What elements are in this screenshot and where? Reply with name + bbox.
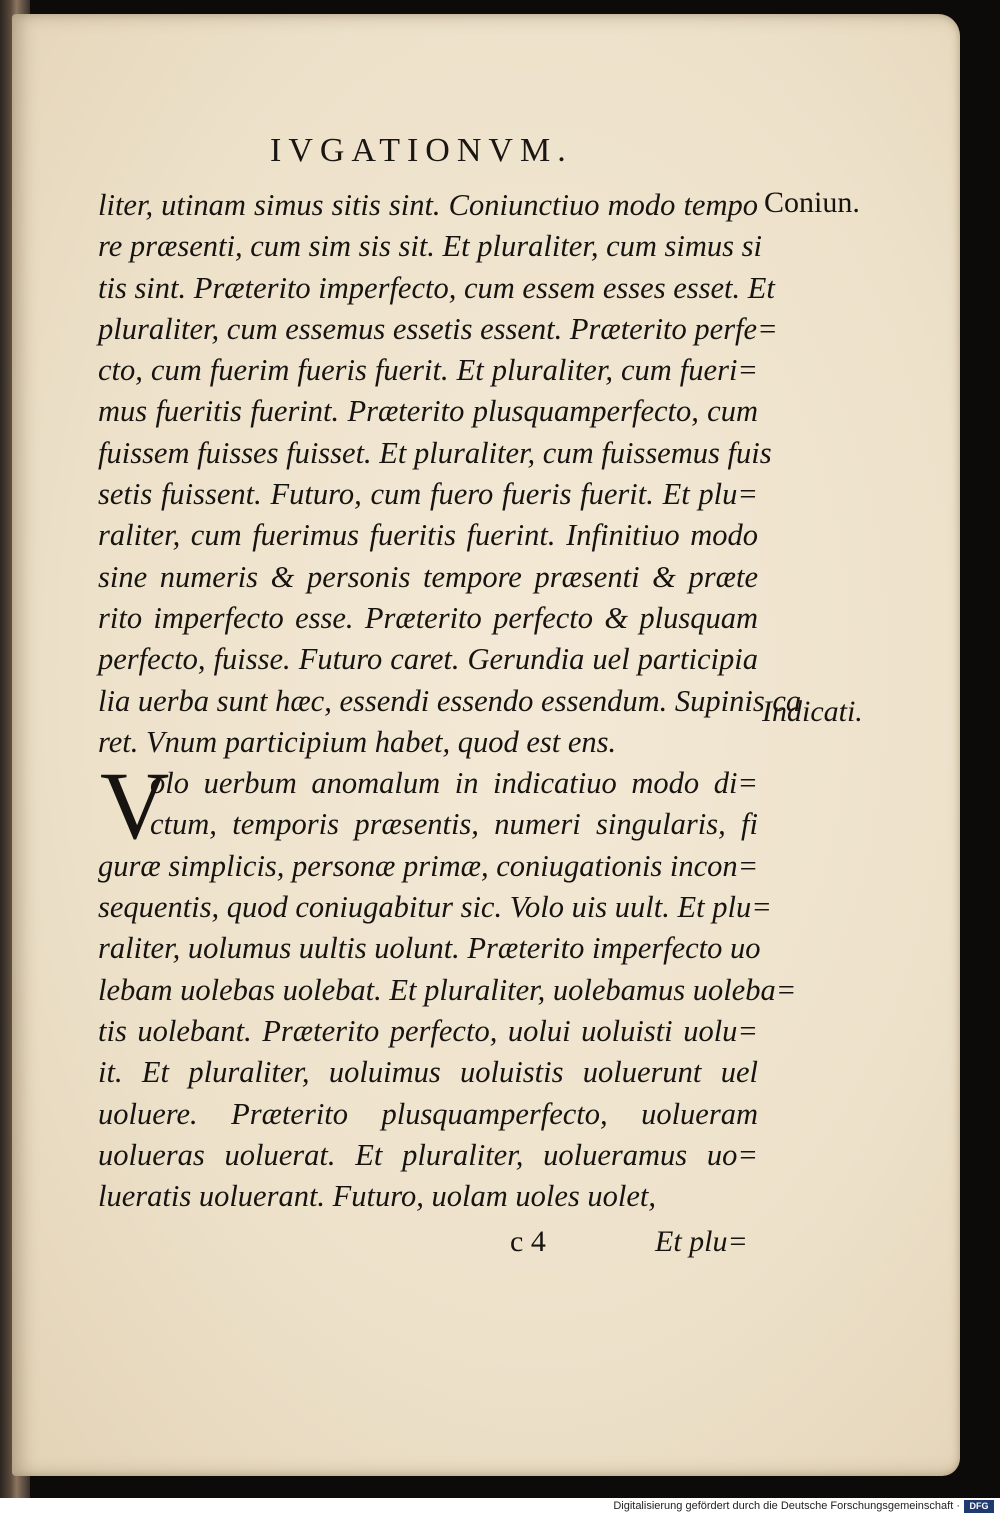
- footer-credit: Digitalisierung gefördert durch die Deutsche Forschungsgemeinschaft ·: [613, 1500, 960, 1512]
- text-line: raliter, cum fuerimus fueritis fuerint. Infinitiuo modo: [98, 518, 758, 553]
- text-line: pluraliter, cum essemus essetis essent. Præterito perfe=: [98, 311, 778, 346]
- text-line: uoluere. Præterito plusquamperfecto, uolueram: [98, 1096, 758, 1131]
- text-line: re præsenti, cum sim sis sit. Et pluraliter, cum simus si: [98, 229, 762, 264]
- text-line: fuissem fuisses fuisset. Et pluraliter, cum fuissemus fuis: [98, 435, 772, 470]
- text-line: ctum, temporis præsentis, numeri singularis, fi: [150, 807, 758, 842]
- text-line: tis uolebant. Præterito perfecto, uolui uoluisti uolu=: [98, 1013, 758, 1048]
- text-line: uolueras uoluerat. Et pluraliter, uolueramus uo=: [98, 1137, 758, 1172]
- running-header: IVGATIONVM.: [270, 132, 573, 169]
- text-line: it. Et pluraliter, uoluimus uoluistis uoluerunt uel: [98, 1055, 758, 1090]
- text-line: lueratis uoluerant. Futuro, uolam uoles uolet,: [98, 1179, 657, 1214]
- text-line: rito imperfecto esse. Præterito perfecto & plusquam: [98, 600, 758, 635]
- text-line: perfecto, fuisse. Futuro caret. Gerundia uel participia: [98, 642, 758, 677]
- text-line: olo uerbum anomalum in indicatiuo modo di=: [150, 766, 758, 801]
- dfg-logo: DFG: [964, 1500, 994, 1513]
- text-line: mus fueritis fuerint. Præterito plusquamperfecto, cum: [98, 394, 758, 429]
- text-line: lia uerba sunt hæc, essendi essendo essendum. Supinis ca: [98, 683, 802, 718]
- text-line: guræ simplicis, personæ primæ, coniugationis incon=: [98, 848, 759, 883]
- drop-capital: V: [100, 752, 170, 859]
- text-line: cto, cum fuerim fueris fuerit. Et pluraliter, cum fueri=: [98, 353, 758, 388]
- text-line: sine numeris & personis tempore præsenti & præte: [98, 559, 758, 594]
- text-line: tis sint. Præterito imperfecto, cum essem esses esset. Et: [98, 270, 775, 305]
- text-line: lebam uolebas uolebat. Et pluraliter, uolebamus uoleba=: [98, 972, 797, 1007]
- signature-mark: c 4: [510, 1225, 546, 1258]
- main-text-block: [98, 185, 802, 1217]
- catchword: Et plu=: [655, 1225, 748, 1258]
- margin-note-coniunctiuo: Coniun.: [764, 186, 860, 219]
- text-line: setis fuissent. Futuro, cum fuero fueris fuerit. Et plu=: [98, 477, 758, 512]
- text-line: raliter, uolumus uultis uolunt. Præterito imperfecto uo: [98, 931, 761, 966]
- text-line: ret. Vnum participium habet, quod est ens.: [98, 724, 617, 759]
- text-line: liter, utinam simus sitis sint. Coniunctiuo modo tempo: [98, 188, 758, 222]
- margin-note-indicatiuo: Indicati.: [762, 695, 863, 728]
- text-line: sequentis, quod coniugabitur sic. Volo uis uult. Et plu=: [98, 890, 772, 925]
